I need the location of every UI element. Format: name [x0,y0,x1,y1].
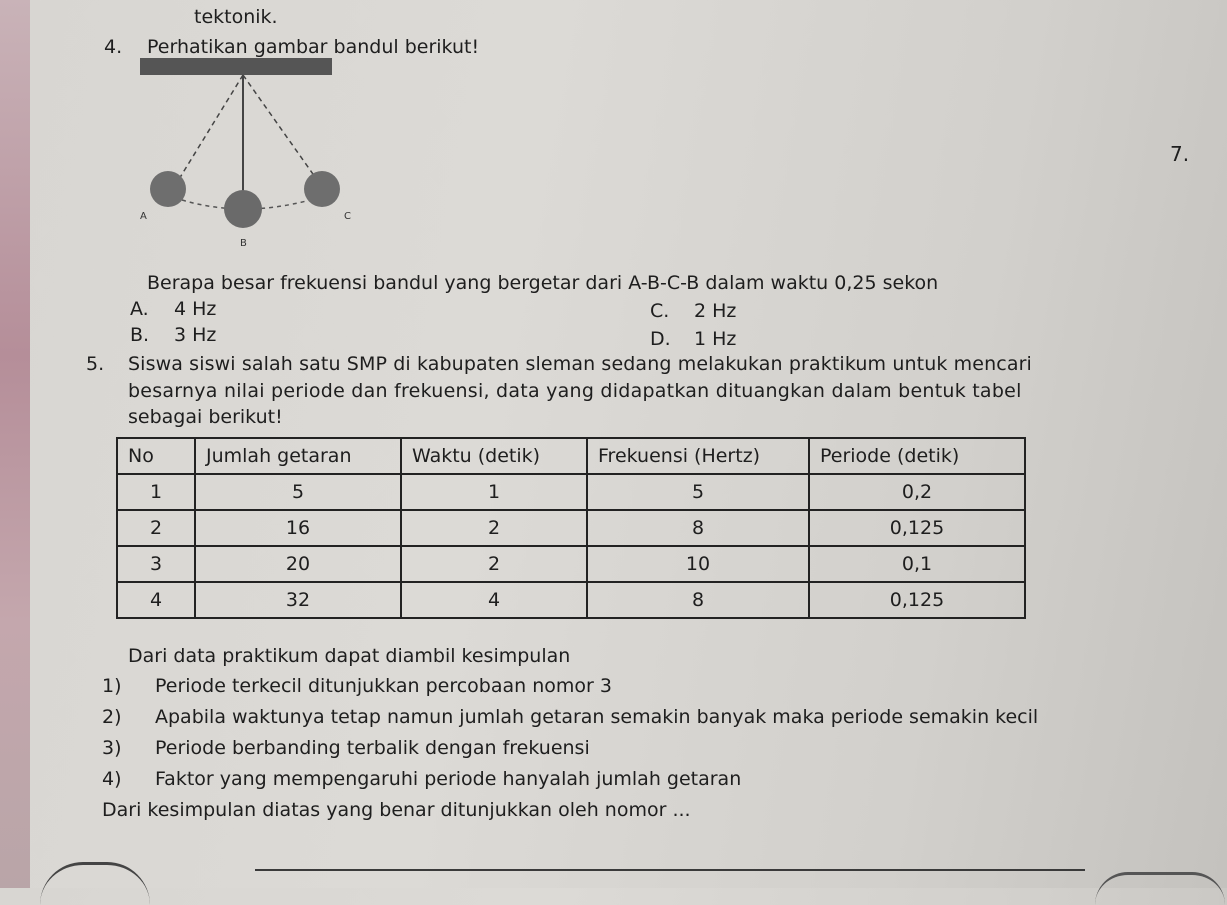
q5-line-2: besarnya nilai periode dan frekuensi, data yang didapatkan dituangkan dalam bentuk tabel [128,380,1022,402]
q4-prompt: Perhatikan gambar bandul berikut! [147,36,480,58]
table-header-row [117,438,1025,474]
cell-periode: 0,125 [809,510,1025,546]
cell-periode: 0,2 [809,474,1025,510]
statement-number: 2) [102,706,122,728]
cell-jumlah-getaran: 16 [195,510,401,546]
cell-no: 3 [117,546,195,582]
q4-question: Berapa besar frekuensi bandul yang bergetar dari A-B-C-B dalam waktu 0,25 sekon [147,272,939,294]
margin-note: 7. [1170,142,1190,166]
statement-number: 1) [102,675,122,697]
closing-question: Dari kesimpulan diatas yang benar ditunjukkan oleh nomor ... [102,799,691,821]
pendulum-support-bar [140,58,332,75]
pendulum-figure [130,58,360,253]
cell-frekuensi: 8 [587,510,809,546]
cell-waktu: 4 [401,582,587,618]
option-b-text: 3 Hz [174,324,217,346]
cell-waktu: 2 [401,510,587,546]
statement-text: Periode terkecil ditunjukkan percobaan nomor 3 [155,675,612,697]
q5-line-1: Siswa siswi salah satu SMP di kabupaten sleman sedang melakukan praktikum untuk mencari [128,353,1032,375]
practicum-table [116,437,1026,619]
bob-b [224,190,262,228]
q5-line-3: sebagai berikut! [128,406,283,428]
cell-frekuensi: 8 [587,582,809,618]
option-c-letter: C. [650,300,670,322]
statement-text: Apabila waktunya tetap namun jumlah getaran semakin banyak maka periode semakin kecil [155,706,1039,728]
q4-number: 4. [104,36,123,58]
string-right [243,75,320,184]
cell-jumlah-getaran: 32 [195,582,401,618]
label-a: A [140,211,147,222]
cell-periode: 0,1 [809,546,1025,582]
statement-text: Faktor yang mempengaruhi periode hanyalah jumlah getaran [155,768,742,790]
header-no: No [117,438,195,474]
option-c-text: 2 Hz [694,300,737,322]
string-left [176,75,243,184]
table-row [117,582,1025,618]
table-row [117,546,1025,582]
photo-bottom-object-right [1095,872,1225,905]
cell-jumlah-getaran: 20 [195,546,401,582]
cell-jumlah-getaran: 5 [195,474,401,510]
label-b: B [240,238,247,249]
option-a-text: 4 Hz [174,298,217,320]
cell-no: 2 [117,510,195,546]
header-frekuensi: Frekuensi (Hertz) [587,438,809,474]
cell-frekuensi: 5 [587,474,809,510]
label-c: C [344,211,351,222]
cell-no: 1 [117,474,195,510]
q5-number: 5. [86,353,105,375]
option-d-letter: D. [650,328,671,350]
option-a-letter: A. [130,298,149,320]
option-b-letter: B. [130,324,150,346]
conclusion-intro: Dari data praktikum dapat diambil kesimpulan [128,645,571,667]
bob-c [304,171,340,207]
header-jumlah-getaran: Jumlah getaran [195,438,401,474]
option-d-text: 1 Hz [694,328,737,350]
statement-text: Periode berbanding terbalik dengan frekuensi [155,737,590,759]
statement-number: 3) [102,737,122,759]
cell-waktu: 2 [401,546,587,582]
table-row [117,510,1025,546]
header-waktu: Waktu (detik) [401,438,587,474]
previous-text-fragment: tektonik. [194,6,278,28]
photo-bottom-object [40,862,150,905]
cell-waktu: 1 [401,474,587,510]
cell-periode: 0,125 [809,582,1025,618]
bob-a [150,171,186,207]
cell-frekuensi: 10 [587,546,809,582]
cell-no: 4 [117,582,195,618]
table-row [117,474,1025,510]
header-periode: Periode (detik) [809,438,1025,474]
photo-left-edge [0,0,30,888]
statement-number: 4) [102,768,122,790]
